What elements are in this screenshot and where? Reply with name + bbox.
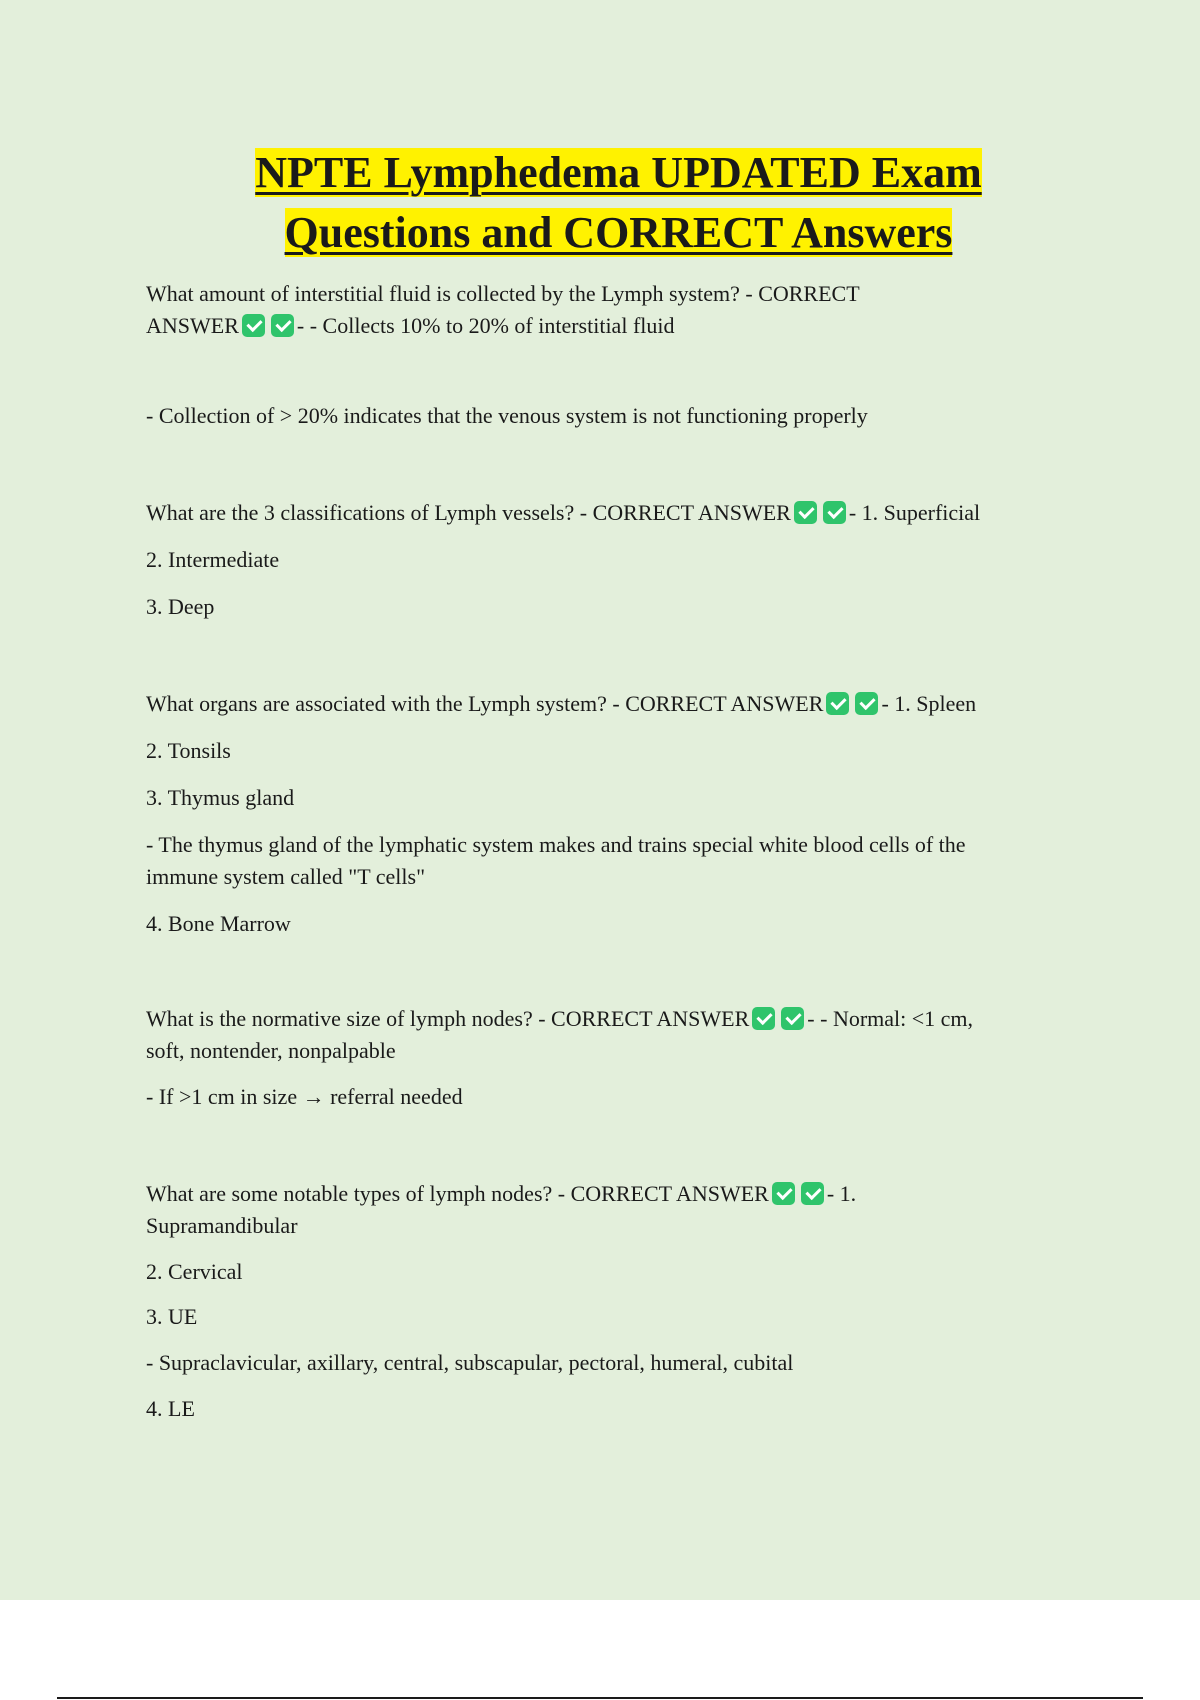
qa-block-3 bbox=[146, 688, 1076, 940]
question-3-text: What organs are associated with the Lymph system? - CORRECT ANSWER bbox=[146, 691, 824, 716]
answer-3: - 1. Spleen bbox=[881, 691, 977, 716]
check-mark-icon bbox=[823, 501, 846, 524]
answer-2: - 1. Superficial bbox=[848, 500, 981, 525]
answer-1: - - Collects 10% to 20% of interstitial fluid bbox=[296, 313, 675, 338]
title-line-2: Questions and CORRECT Answers bbox=[284, 208, 953, 257]
question-1-text-b: ANSWER bbox=[146, 313, 239, 338]
answer-2-item-3: 3. Deep bbox=[146, 594, 215, 619]
answer-5-b: Supramandibular bbox=[146, 1213, 298, 1238]
check-mark-icon bbox=[271, 314, 294, 337]
check-mark-icon bbox=[752, 1007, 775, 1030]
answer-5-item-3: 3. UE bbox=[146, 1304, 198, 1329]
question-4-text: What is the normative size of lymph nodes? - CORRECT ANSWER bbox=[146, 1006, 750, 1031]
question-2-text: What are the 3 classifications of Lymph vessels? - CORRECT ANSWER bbox=[146, 500, 791, 525]
check-mark-icon bbox=[826, 692, 849, 715]
answer-4-a: - - Normal: <1 cm, bbox=[807, 1006, 974, 1031]
answer-3-note-a: - The thymus gland of the lymphatic system makes and trains special white blood cells of the bbox=[146, 832, 966, 857]
qa-block-2 bbox=[146, 497, 1076, 623]
question-5-text: What are some notable types of lymph nodes? - CORRECT ANSWER bbox=[146, 1181, 769, 1206]
answer-5-note: - Supraclavicular, axillary, central, subscapular, pectoral, humeral, cubital bbox=[146, 1350, 794, 1375]
question-3 bbox=[146, 688, 1076, 720]
footer-divider bbox=[57, 1697, 1143, 1699]
qa-block-4 bbox=[146, 1003, 1076, 1113]
qa-block-1 bbox=[146, 278, 1076, 432]
answer-3-note bbox=[146, 829, 1076, 893]
question-1-text-a: What amount of interstitial fluid is collected by the Lymph system? - CORRECT bbox=[146, 281, 860, 306]
answer-4-b: soft, nontender, nonpalpable bbox=[146, 1038, 396, 1063]
check-mark-icon bbox=[801, 1182, 824, 1205]
question-2 bbox=[146, 497, 1076, 529]
question-4 bbox=[146, 1003, 1076, 1067]
check-mark-icon bbox=[242, 314, 265, 337]
check-mark-icon bbox=[855, 692, 878, 715]
answer-3-item-2: 2. Tonsils bbox=[146, 738, 231, 763]
answer-5-item-4: 4. LE bbox=[146, 1396, 195, 1421]
answer-5-item-2: 2. Cervical bbox=[146, 1259, 243, 1284]
check-mark-icon bbox=[781, 1007, 804, 1030]
answer-1-note: - Collection of > 20% indicates that the venous system is not functioning properly bbox=[146, 403, 868, 428]
check-mark-icon bbox=[794, 501, 817, 524]
check-mark-icon bbox=[772, 1182, 795, 1205]
answer-3-note-b: immune system called "T cells" bbox=[146, 864, 426, 889]
question-1 bbox=[146, 278, 1006, 342]
question-5 bbox=[146, 1178, 1076, 1242]
qa-block-5 bbox=[146, 1178, 1076, 1425]
document-title bbox=[0, 143, 1200, 263]
answer-2-item-2: 2. Intermediate bbox=[146, 547, 280, 572]
answer-3-item-3: 3. Thymus gland bbox=[146, 785, 295, 810]
answer-3-item-4: 4. Bone Marrow bbox=[146, 911, 291, 936]
answer-5-a: - 1. bbox=[826, 1181, 857, 1206]
document-body bbox=[146, 278, 1076, 1425]
title-line-1: NPTE Lymphedema UPDATED Exam bbox=[255, 148, 982, 197]
answer-4-note: - If >1 cm in size → referral needed bbox=[146, 1084, 463, 1109]
